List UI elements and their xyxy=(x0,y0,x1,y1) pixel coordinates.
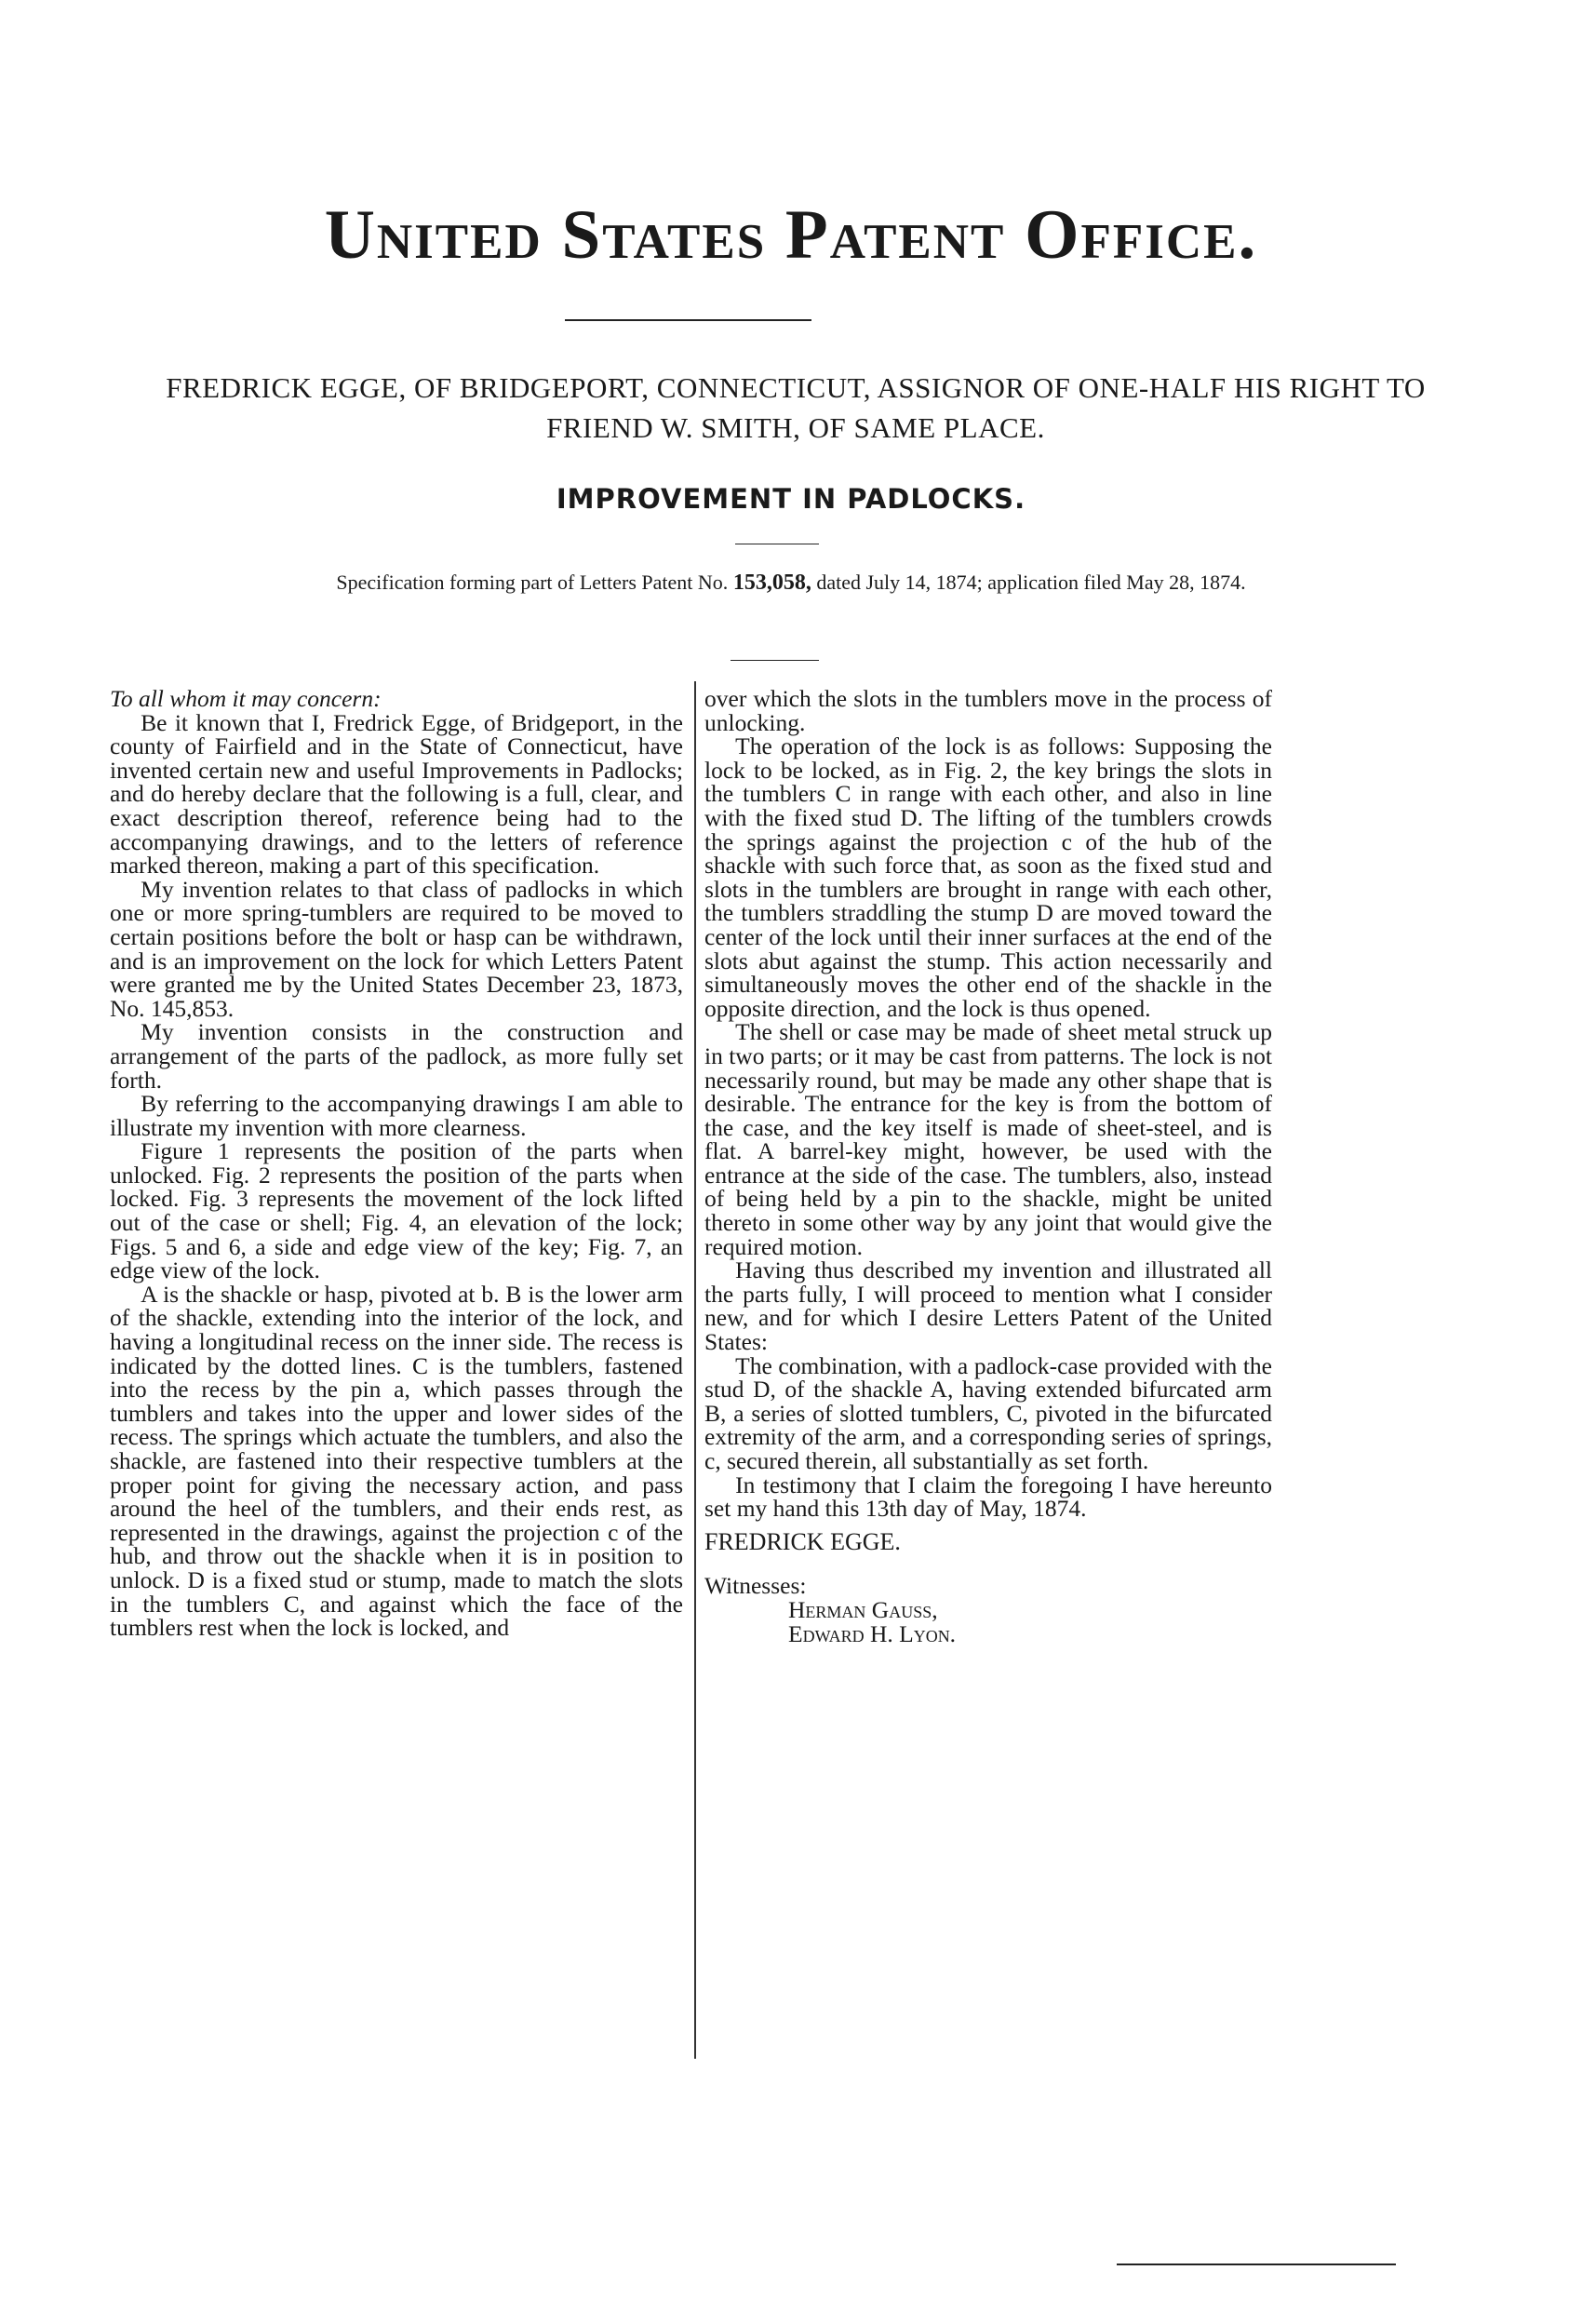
header-rule xyxy=(565,319,811,321)
spec-prefix: Specification forming part of Letters Patent No. xyxy=(336,571,729,594)
paragraph: over which the slots in the tumblers move in the process of unlocking. xyxy=(704,685,1272,736)
paragraph: The shell or case may be made of sheet metal struck up in two parts; or it may be cast from patterns. The lock is not necessarily round, but may be made any other shape that is desirable. The entrance for the key is from the bottom of the case, and the key itself is made of sheet-steel, and is flat. A barrel-key might, however, be used with the entrance at the side of the case. The tumblers, also, instead of being held by a pin to the shackle, might be united thereto in some other way by any joint that would give the required motion. xyxy=(704,1018,1272,1260)
patent-number: 153,058, xyxy=(732,571,811,595)
paragraph: A is the shackle or hasp, pivoted at b. B is the lower arm of the shackle, extending into the interior of the lock, and having a longitudinal recess on the inner side. The recess is indicated by the dotted lines. C is the tumblers, fastened into the recess by the pin a, which passes through the tumblers and takes into the upper and lower sides of the recess. The springs which actuate the tumblers, and also the shackle, are fastened into their respective tumblers at the proper point for giving the necessary action, and pass around the heel of the tumblers, and their ends rest, as represented in the drawings, against the projection c of the hub, and throw out the shackle when it is in position to unlock. D is a fixed stud or stump, made to match the slots in the tumblers C, and against which the face of the tumblers rest when the lock is locked, and xyxy=(110,1280,683,1642)
right-column xyxy=(704,687,1272,1646)
paragraph: Be it known that I, Fredrick Egge, of Bridgeport, in the county of Fairfield and in the State of Connecticut, have invented certain new and useful Improvements in Padlocks; and do hereby declare that the following is a full, clear, and exact description thereof, reference being had to the accompanying drawings, and to the letters of reference marked thereon, making a part of this specification. xyxy=(110,708,683,880)
paragraph: My invention consists in the construction and arrangement of the parts of the padlock, as more fully set forth. xyxy=(110,1018,683,1094)
left-column xyxy=(110,687,683,1640)
testimony-paragraph: In testimony that I claim the foregoing I have hereunto set my hand this 13th day of May, 1874. xyxy=(704,1471,1272,1523)
office-title: United States Patent Office. xyxy=(324,196,1258,274)
paragraph: Figure 1 represents the position of the parts when unlocked. Fig. 2 represents the position of the parts when locked. Fig. 3 represents the movement of the lock lifted out of the case or shell; Fig. 4, an elevation of the lock; Figs. 5 and 6, a side and edge view of the key; Fig. 7, an edge view of the lock. xyxy=(110,1137,683,1284)
spec-rule xyxy=(731,660,819,661)
column-divider xyxy=(694,681,696,2059)
witness-name: Herman Gauss, xyxy=(788,1595,938,1623)
bottom-rule xyxy=(1117,2264,1396,2265)
signature: FREDRICK EGGE. xyxy=(704,1527,901,1555)
paragraph: My invention relates to that class of padlocks in which one or more spring-tumblers are required to be moved to certain positions before the bolt or hasp can be withdrawn, and is an improvement on the lock for which Letters Patent were granted me by the United States December 23, 1873, No. 145,853. xyxy=(110,875,683,1022)
salutation: To all whom it may concern: xyxy=(110,685,382,712)
paragraph: By referring to the accompanying drawings I am able to illustrate my invention with more clearness. xyxy=(110,1090,683,1141)
improvement-title: IMPROVEMENT IN PADLOCKS. xyxy=(556,483,1026,515)
inventor-line: FREDRICK EGGE, OF BRIDGEPORT, CONNECTICUT, ASSIGNOR OF ONE-HALF HIS RIGHT TO FRIEND W. SMITH, OF SAME PLACE. xyxy=(166,371,1426,444)
witness-name: Edward H. Lyon. xyxy=(788,1619,957,1647)
paragraph: The operation of the lock is as follows: Supposing the lock to be locked, as in Fig. 2, the key brings the slots in the tumblers C in range with each other, and also in line with the fixed stud D. The lifting of the tumblers crowds the springs against the projection c of the hub of the shackle with such force that, as soon as the fixed stud and slots in the tumblers are brought in range with each other, the tumblers straddling the stump D are moved toward the center of the lock until their inner surfaces at the end of the slots abut against the stump. This action necessarily and simultaneously moves the other end of the shackle in the opposite direction, and the lock is thus opened. xyxy=(704,732,1272,1022)
claim-paragraph: The combination, with a padlock-case provided with the stud D, of the shackle A, having extended bifurcated arm B, a series of slotted tumblers, C, pivoted in the bifurcated extremity of the arm, and a corresponding series of springs, c, secured therein, all substantially as set forth. xyxy=(704,1351,1272,1474)
specification-line xyxy=(168,566,1414,599)
spec-dates: dated July 14, 1874; application filed May 28, 1874. xyxy=(816,571,1246,594)
witnesses-label: Witnesses: xyxy=(704,1572,807,1600)
paragraph: Having thus described my invention and illustrated all the parts fully, I will proceed to mention what I consider new, and for which I desire Letters Patent of the United States: xyxy=(704,1256,1272,1356)
